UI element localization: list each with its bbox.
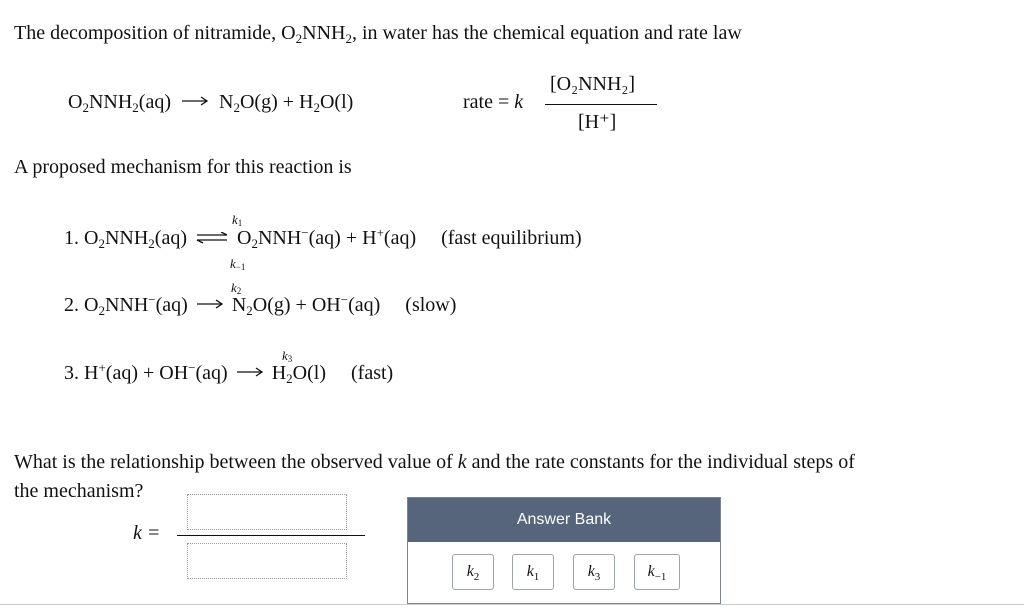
question-line-1: What is the relationship between the observed value of k and the rate constants for the individual steps of bbox=[14, 451, 855, 473]
k3-label: $k_3$ bbox=[282, 348, 293, 364]
rate-numerator: [O₂NNH₂] bbox=[550, 73, 636, 95]
reaction-arrow-icon bbox=[237, 367, 263, 377]
answer-bank bbox=[407, 497, 721, 604]
tile-k2[interactable]: $k_2$ bbox=[452, 554, 494, 590]
numerator-drop-zone[interactable] bbox=[187, 494, 347, 530]
k1-label: $k_1$ bbox=[232, 212, 243, 228]
step-1: 1. $O_2NNH_2(aq)$ $O_2NNH^-(aq) + H^+(aq)$ (fast equilibrium) bbox=[64, 225, 582, 251]
step-3: 3. H+(aq) + OH−(aq) $H_2O(l)$ (fast) bbox=[64, 360, 394, 386]
answer-fraction-bar bbox=[177, 535, 365, 536]
answer-lhs: k = bbox=[133, 522, 161, 544]
tile-k1[interactable]: $k_1$ bbox=[512, 554, 554, 590]
tile-k-minus1[interactable]: $k_{-1}$ bbox=[634, 554, 680, 590]
intro-text: The decomposition of nitramide, $O_2NNH_2$, in water has the chemical equation and rate law bbox=[14, 22, 742, 46]
rate-fraction-bar bbox=[545, 104, 657, 105]
reaction-arrow-icon bbox=[197, 299, 223, 309]
answer-bank-title: Answer Bank bbox=[408, 498, 720, 542]
rate-denominator: [H⁺] bbox=[578, 111, 617, 133]
chemical-equation: $O_2NNH_2(aq)$ $N_2O(g) + H_2O(l)$ bbox=[68, 91, 354, 115]
rate-label: rate = k bbox=[463, 91, 524, 113]
reaction-arrow-icon bbox=[182, 96, 208, 106]
bottom-divider bbox=[0, 604, 1024, 605]
denominator-drop-zone[interactable] bbox=[187, 543, 347, 579]
step-2: 2. $O_2NNH^-(aq)$ $N_2O(g) + OH^-(aq)$ (slow) bbox=[64, 292, 457, 318]
equilibrium-arrow-icon bbox=[196, 232, 228, 242]
tile-k3[interactable]: $k_3$ bbox=[573, 554, 615, 590]
question-line-2: the mechanism? bbox=[14, 480, 144, 502]
k-minus1-label: $k_{-1}$ bbox=[230, 256, 246, 272]
mechanism-heading: A proposed mechanism for this reaction is bbox=[14, 156, 352, 178]
k2-label: $k_2$ bbox=[231, 280, 242, 296]
